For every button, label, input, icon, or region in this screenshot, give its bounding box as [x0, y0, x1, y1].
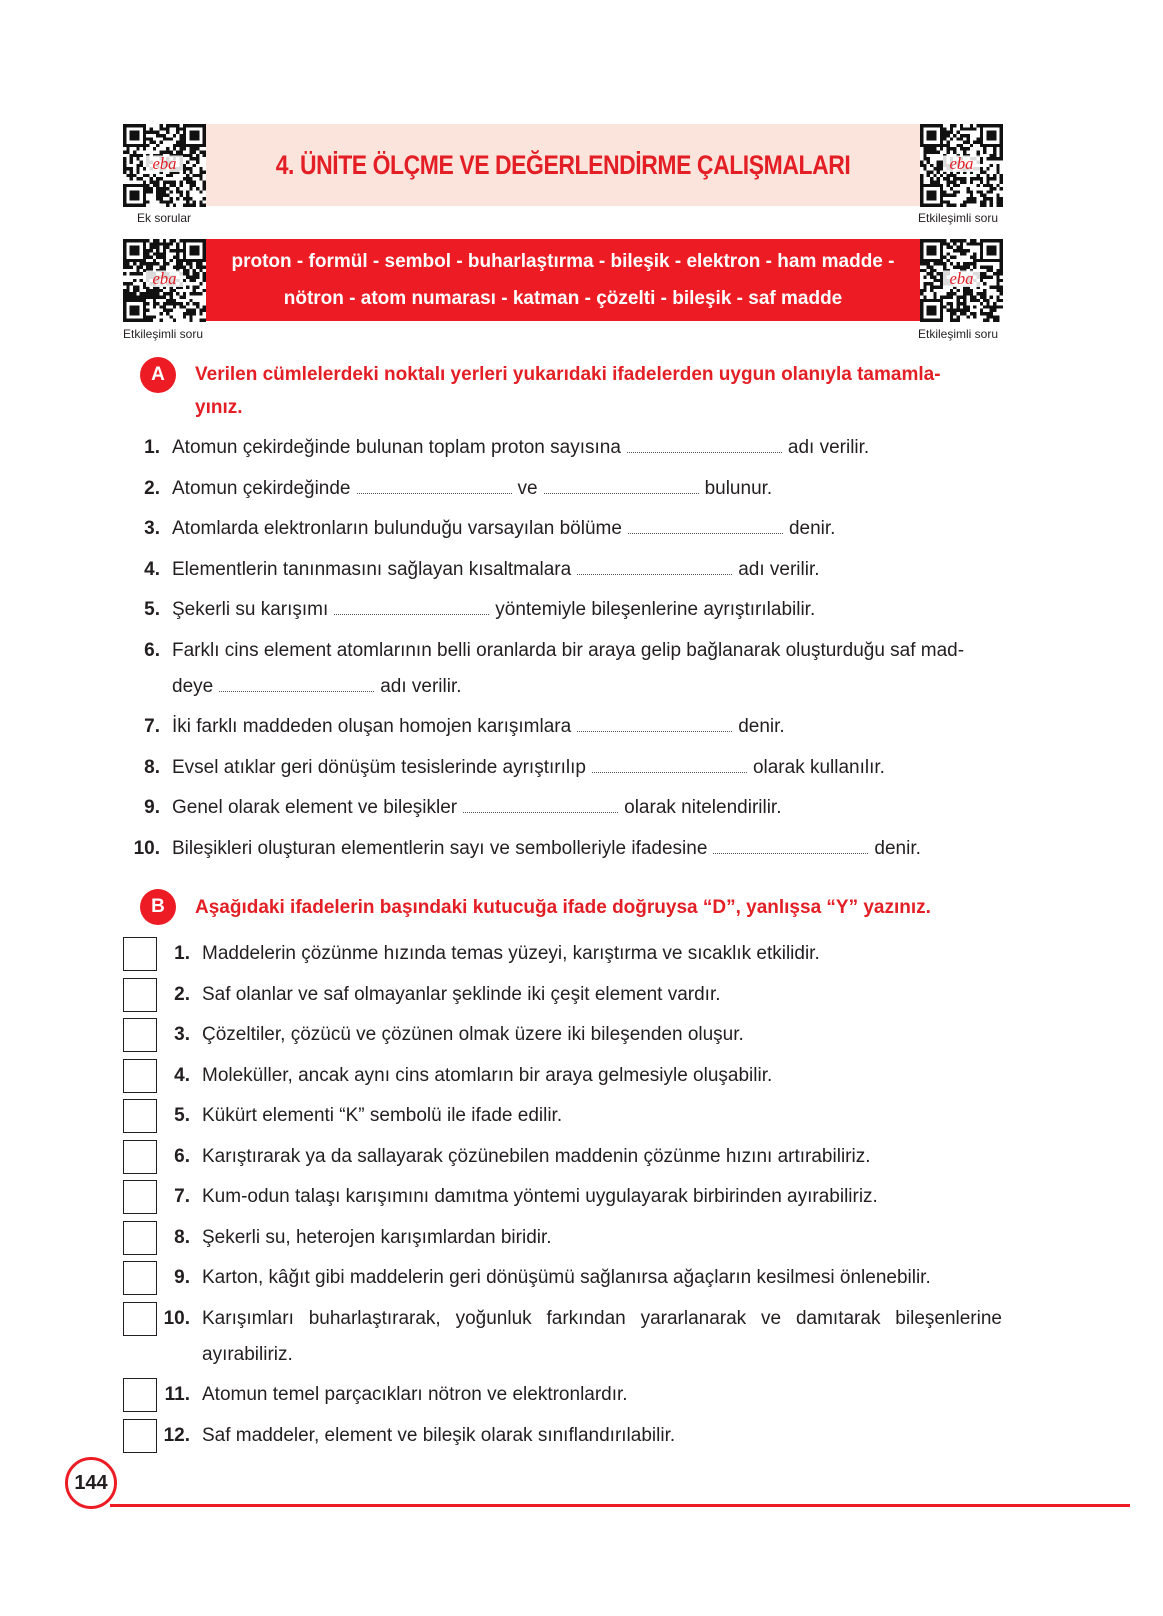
item-text: Farklı cins element atomlarının belli oranlarda bir araya gelip bağlanarak oluşturduğu saf mad- — [172, 639, 965, 661]
item-text: Çözeltiler, çözücü ve çözünen olmak üzere iki bileşenden oluşur. — [202, 1024, 744, 1045]
item-number: 8. — [144, 756, 160, 778]
word-bank-line: nötron - atom numarası - katman - çözelti - bileşik - saf madde — [283, 288, 843, 309]
qr-label: Etkileşimli soru — [123, 327, 204, 341]
item-text: Kum-odun talaşı karışımını damıtma yöntemi uygulayarak birbirinden ayırabiliriz. — [202, 1186, 878, 1207]
blank-field[interactable] — [577, 719, 732, 732]
item-number: 9. — [144, 797, 160, 818]
item-text: adı verilir. — [738, 558, 820, 580]
list-item — [172, 592, 815, 628]
item-text: denir. — [738, 716, 785, 737]
item-text: Karton, kâğıt gibi maddelerin geri dönüşümü sağlanırsa ağaçların kesilmesi önlenebilir. — [202, 1267, 931, 1288]
item-number: 1. — [174, 943, 190, 964]
item-text: Genel olarak element ve bileşikler — [172, 797, 458, 818]
page-title: 4. ÜNİTE ÖLÇME VE DEĞERLENDİRME ÇALIŞMALARI — [275, 149, 851, 180]
item-number: 5. — [144, 599, 160, 620]
item-text: Atomun çekirdeğinde — [172, 477, 351, 499]
item-number: 4. — [144, 558, 160, 580]
blank-field[interactable] — [463, 800, 618, 813]
heading-line: Verilen cümlelerdeki noktalı yerleri yukarıdaki ifadelerden uygun olanıyla tamamla- — [195, 364, 941, 385]
list-item — [172, 709, 785, 745]
item-text: Karışımları buharlaştırarak, yoğunluk farkından yararlanarak ve damıtarak bileşenlerine — [202, 1307, 1002, 1329]
item-number: 8. — [174, 1226, 190, 1248]
item-text: Şekerli su karışımı — [172, 599, 329, 620]
item-number: 6. — [144, 639, 160, 661]
item-number: 3. — [144, 518, 160, 539]
item-text: yöntemiyle bileşenlerine ayrıştırılabilir. — [495, 599, 816, 620]
page-number: 144 — [65, 1457, 117, 1509]
svg-text:eba: eba — [949, 269, 974, 289]
blank-field[interactable] — [577, 562, 732, 575]
qr-code-ek-sorular[interactable] — [123, 124, 206, 207]
item-text: Atomlarda elektronların bulunduğu varsayılan bölüme — [172, 518, 622, 539]
list-item — [172, 430, 869, 466]
item-number: 3. — [174, 1024, 190, 1045]
item-text: Bileşikleri oluşturan elementlerin sayı ve sembolleriyle ifadesine — [172, 837, 708, 859]
qr-label: Etkileşimli soru — [918, 327, 999, 341]
item-number: 1. — [144, 437, 160, 458]
item-number: 7. — [174, 1186, 190, 1207]
list-item — [172, 831, 921, 867]
item-number: 2. — [144, 477, 160, 499]
item-text: Saf maddeler, element ve bileşik olarak sınıflandırılabilir. — [202, 1424, 676, 1446]
item-number: 10. — [163, 1307, 190, 1329]
item-text: Saf olanlar ve saf olmayanlar şeklinde iki çeşit element vardır. — [202, 983, 721, 1005]
list-item — [172, 552, 820, 588]
item-number: 9. — [174, 1267, 190, 1288]
item-text: Evsel atıklar geri dönüşüm tesislerinde ayrıştırılıp — [172, 756, 586, 778]
item-text: deye — [172, 675, 214, 697]
section-a-badge: A — [140, 357, 176, 393]
qr-code-etkilesimli-soru[interactable] — [920, 239, 1003, 322]
item-number: 2. — [174, 983, 190, 1005]
item-text: Atomun temel parçacıkları nötron ve elektronlardır. — [202, 1384, 628, 1405]
item-text: ve — [517, 477, 538, 499]
list-item — [172, 511, 835, 547]
item-text: olarak kullanılır. — [752, 756, 885, 778]
item-text: bulunur. — [704, 477, 773, 499]
svg-text:eba: eba — [949, 154, 974, 174]
item-number: 12. — [163, 1424, 190, 1446]
svg-text:eba: eba — [152, 154, 177, 174]
section-b-badge: B — [140, 889, 176, 925]
item-number: 11. — [164, 1384, 190, 1405]
item-text: Elementlerin tanınmasını sağlayan kısaltmalara — [172, 558, 572, 580]
item-text: Kükürt elementi “K” sembolü ile ifade edilir. — [202, 1105, 563, 1126]
list-item — [172, 669, 462, 705]
blank-field[interactable] — [357, 481, 512, 494]
footer-rule — [110, 1504, 1130, 1507]
item-number: 5. — [174, 1105, 190, 1126]
blank-field[interactable] — [627, 440, 782, 453]
item-number: 6. — [174, 1145, 190, 1167]
list-item — [172, 750, 885, 786]
section-a-heading — [195, 358, 941, 424]
word-bank-line: proton - formül - sembol - buharlaştırma - bileşik - elektron - ham madde - — [231, 251, 895, 272]
qr-label: Etkileşimli soru — [918, 211, 999, 225]
word-bank — [206, 239, 920, 321]
item-text: Moleküller, ancak aynı cins atomların bir araya gelmesiyle oluşabilir. — [202, 1064, 773, 1086]
list-item — [172, 471, 772, 507]
item-text: ayırabiliriz. — [202, 1343, 293, 1365]
svg-text:eba: eba — [152, 269, 177, 289]
item-text: adı verilir. — [380, 675, 462, 697]
item-text: Karıştırarak ya da sallayarak çözünebilen maddenin çözünme hızını artırabiliriz. — [202, 1145, 871, 1167]
list-item — [172, 790, 782, 826]
item-text: adı verilir. — [787, 437, 870, 458]
item-text: denir. — [874, 837, 921, 859]
qr-code-etkilesimli-soru[interactable] — [123, 239, 206, 322]
item-text: olarak nitelendirilir. — [624, 797, 782, 818]
qr-label: Ek sorular — [137, 211, 192, 225]
blank-field[interactable] — [628, 521, 783, 534]
item-text: Maddelerin çözünme hızında temas yüzeyi, karıştırma ve sıcaklık etkilidir. — [202, 943, 820, 964]
section-b-heading: Aşağıdaki ifadelerin başındaki kutucuğa ifade doğruysa “D”, yanlışsa “Y” yazınız. — [195, 897, 931, 918]
qr-code-etkilesimli-soru[interactable] — [920, 124, 1003, 207]
unit-title-band — [206, 124, 920, 206]
item-text: Şekerli su, heterojen karışımlardan biridir. — [202, 1226, 552, 1248]
blank-field[interactable] — [544, 481, 699, 494]
blank-field[interactable] — [592, 760, 747, 773]
item-number: 4. — [174, 1064, 190, 1086]
item-text: Atomun çekirdeğinde bulunan toplam proton sayısına — [172, 437, 621, 458]
heading-line: yınız. — [195, 397, 243, 418]
item-text: İki farklı maddeden oluşan homojen karışımlara — [172, 716, 572, 737]
blank-field[interactable] — [219, 679, 374, 692]
blank-field[interactable] — [334, 602, 489, 615]
item-text: denir. — [788, 518, 836, 539]
item-number: 10. — [133, 837, 160, 859]
item-number: 7. — [144, 716, 160, 737]
blank-field[interactable] — [713, 841, 868, 854]
